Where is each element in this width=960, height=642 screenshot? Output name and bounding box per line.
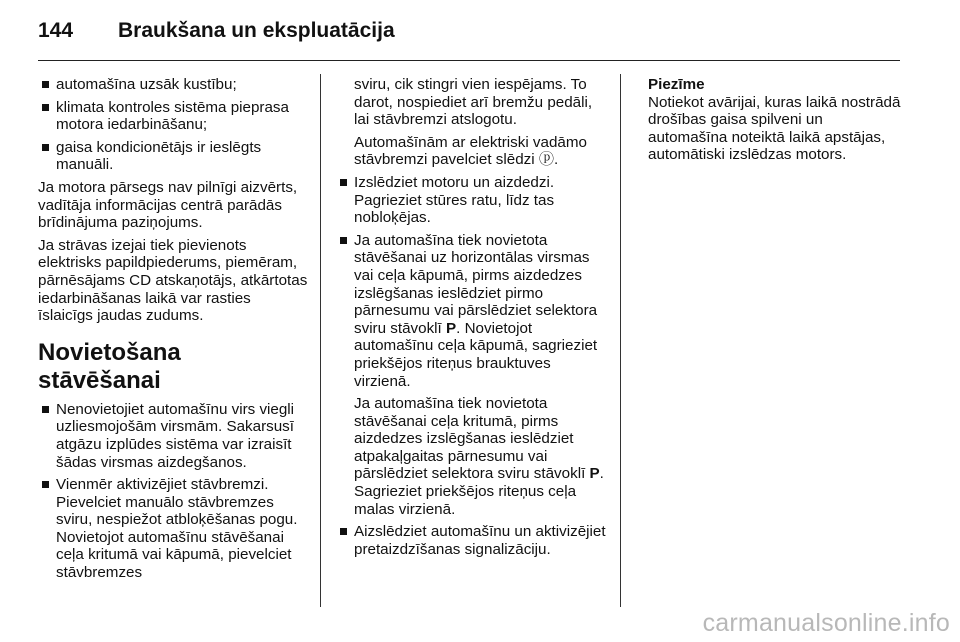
chapter-title: Braukšana un ekspluatācija [118, 19, 395, 42]
list-item: Vienmēr aktivizējiet stāvbremzi. Pievelciet manuālo stāvbremzes sviru, nespiežot atbloķēšanas pogu. Novietojot automašīnu stāvēšanai ceļa kritumā vai kāpumā, pievelciet stāvbremzes [38, 476, 308, 582]
note-title: Piezīme [648, 76, 705, 93]
page-number: 144 [38, 19, 74, 42]
note-text: Notiekot avārijai, kuras laikā nostrādā drošības gaisa spilveni un automašīna noteiktā laikā apstājas, automātiski izslēdzas motors. [648, 93, 901, 164]
watermark: carmanualsonline.info [702, 609, 950, 637]
list-item: klimata kontroles sistēma pieprasa motora iedarbināšanu; [38, 99, 308, 134]
paragraph-text: . Sagrieziet priekšējos riteņus ceļa malas virzienā. [354, 465, 604, 518]
list-item [336, 232, 608, 390]
list-item-text: Ja automašīna tiek novietota stāvēšanai uz horizontālas virsmas vai ceļa kāpumā, pirms aizdedzes izslēgšanas ieslēdziet pirmo pārnesumu vai pārslēdziet selektora sviru stāvoklī [354, 231, 598, 337]
page-header [38, 14, 900, 48]
section-heading: Novietošana stāvēšanai [38, 338, 181, 394]
paragraph: Automašīnām ar elektriski vadāmo stāvbremzi pavelciet slēdzi ⓟ. [354, 133, 587, 169]
column-divider-2 [620, 74, 621, 607]
list-item: Nenovietojiet automašīnu virs viegli uzliesmojošām virsmām. Sakarsusī atgāzu izplūdes sistēma var izraisīt šādas virsmas aizdegšanos. [38, 401, 308, 471]
column-3 [648, 76, 904, 169]
list-item: Aizslēdziet automašīnu un aktivizējiet pretaizdzīšanas signalizāciju. [336, 523, 608, 558]
header-rule [38, 60, 900, 61]
gear-position-p: P [446, 319, 457, 337]
paragraph: Ja motora pārsegs nav pilnīgi aizvērts, vadītāja informācijas centrā parādās brīdinājuma paziņojums. [38, 178, 298, 232]
paragraph: Ja strāvas izejai tiek pievienots elektrisks papildpiederums, piemēram, pārnēsājams CD atskaņotājs, atkārtotas iedarbināšanas laikā var rasties īslaicīgs jaudas zudums. [38, 236, 308, 325]
list-item: gaisa kondicionētājs ir ieslēgts manuāli. [38, 139, 308, 174]
column-2 [336, 76, 608, 563]
list-item-text: . Novietojot automašīnu ceļa kāpumā, sagrieziet priekšējos riteņus brauktuves virzienā. [354, 319, 598, 390]
gear-position-p: P [589, 465, 600, 483]
paragraph: sviru, cik stingri vien iespējams. To darot, nospiediet arī bremžu pedāli, lai stāvbremzi atslogotu. [354, 76, 593, 129]
paragraph-text: Ja automašīna tiek novietota stāvēšanai ceļa kritumā, pirms aizdedzes izslēgšanas ieslēdziet atpakaļgaitas pārnesumu vai pārslēdziet selektora sviru stāvoklī [354, 395, 590, 483]
column-divider-1 [320, 74, 321, 607]
paragraph [354, 395, 608, 518]
column-1 [38, 76, 308, 587]
list-item: automašīna uzsāk kustību; [38, 76, 308, 94]
list-item: Izslēdziet motoru un aizdedzi. Pagrieziet stūres ratu, līdz tas nobloķējas. [336, 174, 608, 227]
